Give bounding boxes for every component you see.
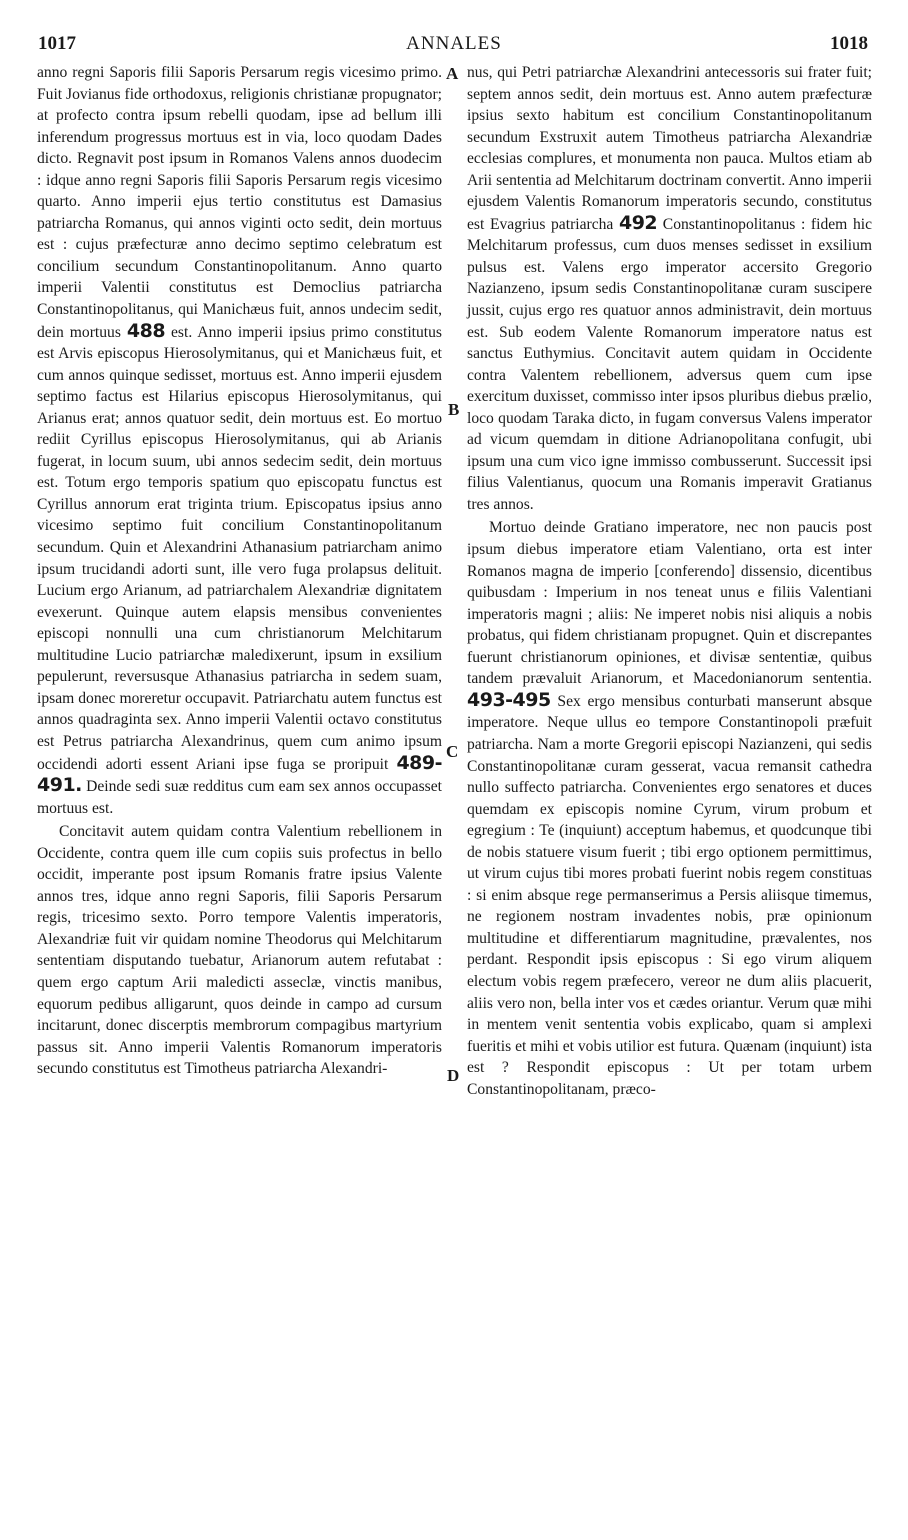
right-paragraph-1 xyxy=(467,62,872,515)
text-run: nus, qui Petri patriarchæ Alexandrini antecessoris sui frater fuit; septem annos sedit, dein mortuus est. Anno autem præfecturæ ipsius sexto habitum est concilium Constantinopolitanum secundum Exstruxit autem Timotheus patriarcha Alexandriæ ecclesias complures, et monumenta non pauca. Multos etiam ab Arii sententia ad Melchitarum doctrinam convertit. Anno imperii ejusdem Valentis Romanorum imperatoris secundo, constitutus est Evagrius patriarcha xyxy=(467,64,872,233)
text-run: Mortuo deinde Gratiano imperatore, nec non paucis post ipsum diebus imperatore etiam Valentiano, orta est inter Romanos magna de imperio [conferendo] dissensio, dicentibus quibusdam : Imperium in nos teneat unus e filiis Valentiani imperatoris magni ; aliis: Ne imperet nobis nisi aliquis a nobis probatus, qui fidem christianam propugnet. Quin et discrepantes fuerunt christianorum opiniones, et divisæ sententiæ, quibus tandem prævaluit Arianorum, et Macedonianorum sententia. xyxy=(467,519,872,688)
section-number: 489-491. xyxy=(37,751,442,797)
margin-marker-a: A xyxy=(446,64,459,83)
text-run: anno regni Saporis filii Saporis Persarum regis vicesimo primo. Fuit Jovianus fide orthodoxus, religionis christianæ propugnator; at profecto contra ipsum rebelli quodam, ipse ad bellum illi inferendum progressus mortuus est in via, loco quodam Dades dicto. Regnavit post ipsum in Romanos Valens annos duodecim : idque anno regni Saporis filii Saporis Persarum regis vicesimo quarto. Anno imperii ejus tertio constitutus est Damasius patriarcha Romanus, qui annos viginti octo sedit, dein mortuus est : cujus præfecturæ anno decimo septimo celebratum est concilium secundum Constantinopolitanum. Anno quarto imperii Valentii constitutus est Democlius patriarcha Constantinopolitanus, qui Manichæus fuit, annos undecim sedit, dein mortuus xyxy=(37,64,442,341)
text-run: Constantinopolitanus : fidem hic Melchitarum professus, cum duos menses sedisset in exsilium pulsus est. Valens ergo imperator accersito Gregorio Nazianzeno, ipsum sedis Constantinopolitanæ curam suscipere jussit, cujus ergo res quatuor annos administravit, dein mortuus est. Sub eodem Valente Romanorum imperatore natus est sanctus Euthymius. Concitavit autem quidam in Occidente contra Valentem rebellionem, adversus quem cum ipse exercitum duxisset, commisso inter ipsos pluribus diebus prælio, loco quodam Taraka dicto, in fugam conversus Valens imperator ad vicum quemdam in ditione Adrianopolitana confugit, ubi ipsum una cum vico igne immisso combusserunt. Successit ipsi filius Valentianus, quocum una Romanis imperavit Gratianus tres annos. xyxy=(467,215,872,513)
left-paragraph-1 xyxy=(37,62,442,819)
right-column xyxy=(467,62,872,1100)
left-column xyxy=(37,62,442,1080)
section-number: 492 xyxy=(618,211,658,234)
text-run: Deinde sedi suæ redditus cum eam sex annos occupasset mortuus est. xyxy=(37,778,442,817)
right-paragraph-2 xyxy=(467,517,872,1100)
margin-marker-c: C xyxy=(446,742,459,761)
text-run: est. Anno imperii ipsius primo constitutus est Arvis episcopus Hierosolymitanus, qui et Manichæus fuit, et cum annos quinque sedisset, mortuus est. Anno imperii ejusdem septimo factus est Hilarius episcopus Hierosolymitanus, qui Arianus erat; annos quatuor sedit, dein mortuus est. Eo mortuo rediit Cyrillus episcopus Hierosolymitanus, qui ab Arianis fugerat, in locum suum, ubi annos sedecim sedit, dein mortuus est. Totum ergo temporis spatium quo episcopatu functus est Cyrillus annorum erat triginta trium. Episcopatus ipsius anno vicesimo septimo fuit concilium Constantinopolitanum secundum. Quin et Alexandrini Athanasium patriarcham animo ipsum trucidandi adorti sunt, ille vero fuga prolapsus delituit. Lucium ergo Arianum, ad patriarchalem Alexandriæ dignitatem evexerunt. Quinque autem elapsis mensibus convenientes episcopi nonnulli una cum christianorum Melchitarum multitudine Lucio patriarchæ maledixerunt, ipsum in exsilium pepulerunt, reversusque Athanasius patriarcha in sedem suam, ipsam donec moreretur occupavit. Patriarchatu autem functus est annos quadraginta sex. Anno imperii Valentii octavo constitutus est Petrus patriarcha Alexandrinus, quem cum animo ipsum occidendi adorti essent Ariani ipse fuga se proripuit xyxy=(37,323,442,773)
page-number-left: 1017 xyxy=(38,33,76,54)
section-number: 493-495 xyxy=(467,688,551,711)
page-number-right: 1018 xyxy=(830,33,868,54)
section-number: 488 xyxy=(126,319,166,342)
page-header xyxy=(0,0,908,60)
margin-marker-d: D xyxy=(447,1066,460,1085)
running-title: ANNALES xyxy=(406,33,502,54)
text-run: Sex ergo mensibus conturbati manserunt absque imperatore. Neque ullus eo tempore Constantinopoli præfuit patriarcha. Nam a morte Gregorii episcopi Nazianzeni, qui sedis Constantinopolitanæ curam gesserat, vacua remansit cathedra nullo suffecto patriarcha. Convenientes ergo senatores et duces quemdam ex episcopis nomine Cyrum, virum probum et egregium : Te (inquiunt) acceptum habemus, et quodcunque tibi de nobis statuere visum fuerit ; tibi ergo optionem permittimus, ut virum cujus tibi mores probati fuerint nobis regem constituas : si enim absque rege permanserimus a Persis aliisque timemus, ne regionem nostram invadentes nobis, præ opinionum multitudine et differentiarum magnitudine, prævalentes, nos perdant. Respondit ipsis episcopus : Si ego virum aliquem electum vobis regem præfecero, vereor ne dum aliis placuerit, aliis vero non, bella inter vos et cædes oriantur. Verum quæ mihi in mentem venit sententia vobis explicabo, quam si amplexi fueritis et mihi et vobis utilior est futura. Quænam (inquiunt) ista est ? Respondit episcopus : Ut per totam urbem Constantinopolitanam, præco- xyxy=(467,692,872,1098)
margin-marker-b: B xyxy=(448,400,460,419)
left-paragraph-2: Concitavit autem quidam contra Valentium rebellionem in Occidente, contra quem ille cum copiis suis profectus in bello occidit, imperante post ipsum Romanis fratre ipsius Valente annos tres, idque anno regni Saporis, filii Saporis Persarum regis, tricesimo sexto. Porro tempore Valentis imperatoris, Alexandriæ fuit vir quidam nomine Theodorus qui Melchitarum sententiam disputando tuebatur, Arianorum autem refutabat : quem ergo captum Arii maledicti asseclæ, vinctis manibus, equorum pedibus alligarunt, quos deinde in campo ad cursum incitarunt, donec discerptis membrorum compagibus martyrium passus sit. Anno imperii Valentis Romanorum imperatoris secundo constitutus est Timotheus patriarcha Alexandri- xyxy=(37,823,442,1078)
